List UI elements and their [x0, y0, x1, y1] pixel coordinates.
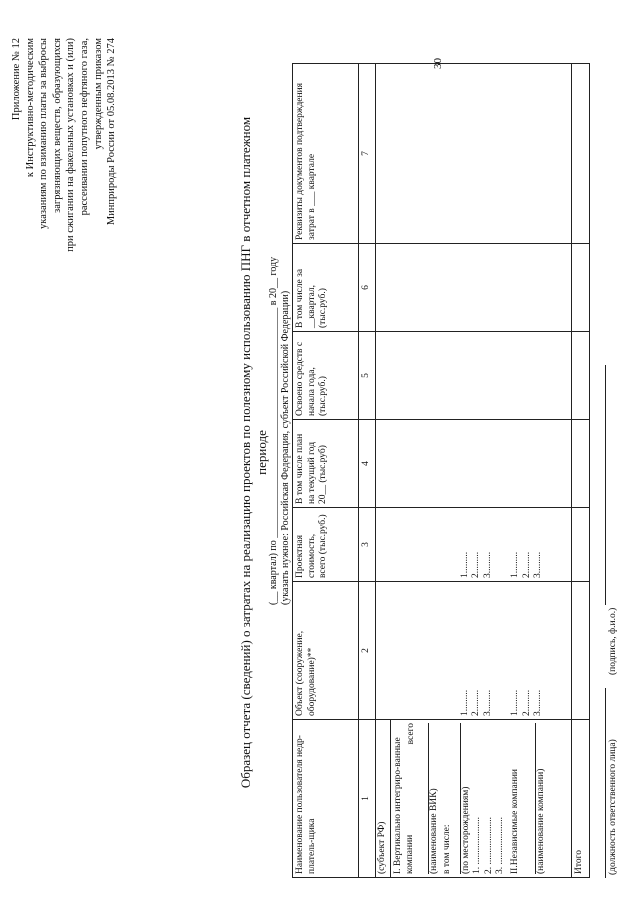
total-cell — [571, 420, 589, 508]
list-item: 1......... — [510, 551, 520, 578]
header-cell: Освоено средств с начала года, (тыс.руб.) — [293, 332, 359, 420]
appendix-block — [10, 38, 119, 338]
total-cell — [571, 64, 589, 244]
data-row — [375, 64, 571, 878]
column-number: 7 — [359, 64, 376, 244]
list-item: 1......... — [459, 689, 470, 716]
vik-total: всего — [406, 723, 416, 745]
signature-position-label: (должность ответственного лица) — [608, 739, 618, 875]
total-cell — [571, 244, 589, 332]
docs-cell — [375, 64, 571, 244]
appendix-line: к Инструктивно-методическим — [24, 38, 36, 178]
column-number: 4 — [359, 420, 376, 508]
cost-cell — [375, 508, 571, 582]
quarter-cell — [375, 244, 571, 332]
header-cell: В том числе за __квартал, (тыс.руб.) — [293, 244, 359, 332]
column-number-row — [359, 64, 376, 878]
spent-cell — [375, 332, 571, 420]
appendix-line: Приложение № 12 — [11, 38, 22, 121]
list-item: 2......... — [521, 689, 532, 716]
column-number: 2 — [359, 582, 376, 720]
signature-line-position — [605, 688, 606, 878]
total-row — [571, 64, 589, 878]
column-number: 5 — [359, 332, 376, 420]
report-title-cont: периоде — [254, 430, 269, 475]
list-item: 3......... — [533, 689, 543, 716]
total-label: Итого — [571, 720, 589, 878]
signature-name-label: (подпись, ф.и.о.) — [608, 607, 618, 675]
appendix-line: утвержденным приказом — [92, 38, 104, 150]
column-number: 3 — [359, 508, 376, 582]
object-cell — [375, 582, 571, 720]
list-item: 1......... — [510, 689, 520, 716]
list-item: 3......... — [482, 689, 493, 716]
list-item: 2. .................... — [483, 817, 494, 874]
appendix-line: при сжигании на факельных установках и (или) — [65, 38, 77, 252]
column-number: 6 — [359, 244, 376, 332]
appendix-line: указаниям по взиманию платы за выбросы — [38, 38, 50, 229]
list-item: 3......... — [533, 551, 543, 578]
vik-label: I. Вертикально интегриро-ванные компании — [393, 737, 415, 874]
list-item: 3......... — [482, 551, 493, 578]
subject-label: (субъект РФ) — [375, 720, 392, 877]
list-item: 3. .................... — [495, 817, 505, 874]
by-field-label: (по месторождениям) — [460, 723, 473, 874]
total-cell — [571, 332, 589, 420]
total-cell — [571, 508, 589, 582]
header-row — [293, 64, 359, 878]
appendix-line: Минприроды России от 05.08.2013 № 274 — [106, 38, 118, 226]
column-number: 1 — [359, 720, 376, 878]
list-item: 1......... — [459, 551, 470, 578]
list-item: 2......... — [521, 551, 532, 578]
vik-name: (наименование ВИК) — [428, 723, 441, 874]
signature-line-name — [605, 365, 606, 605]
header-cell: Проектная стоимость, всего (тыс.руб.) — [293, 508, 359, 582]
report-period: (__ квартал) по ______________________________________________ в 20__ году — [268, 256, 279, 605]
plan-cell — [375, 420, 571, 508]
appendix-line: рассеивании попутного нефтяного газа, — [78, 38, 90, 216]
header-cell: Наименование пользователя недр-платель-щика — [293, 720, 359, 878]
header-cell: В том числе план на текущий год 20__ (тыс.руб) — [293, 420, 359, 508]
report-table — [292, 63, 590, 878]
report-title: Образец отчета (сведений) о затратах на реализацию проектов по полезному использованию ПНГ в отчетном платежном — [238, 116, 253, 789]
independent-label: II.Независимые компании — [509, 769, 520, 874]
in-that-label: в том числе: — [442, 824, 452, 874]
report-period-hint: (указать нужное: Российская Федерация, субъект Российской Федерации) — [280, 290, 291, 605]
total-cell — [571, 582, 589, 720]
page-number: 30 — [432, 58, 444, 69]
header-cell: Объект (сооружение, оборудование)** — [293, 582, 359, 720]
list-item: 1. .................... — [472, 817, 482, 874]
header-cell: Реквизиты документов подтверждения затрат в ___ квартале — [293, 64, 359, 244]
list-item: 2......... — [471, 689, 481, 716]
company-name-label: (наименование компании) — [535, 723, 548, 874]
appendix-line: загрязняющих веществ, образующихся — [51, 38, 63, 213]
payer-cell — [375, 720, 571, 878]
list-item: 2......... — [471, 551, 481, 578]
